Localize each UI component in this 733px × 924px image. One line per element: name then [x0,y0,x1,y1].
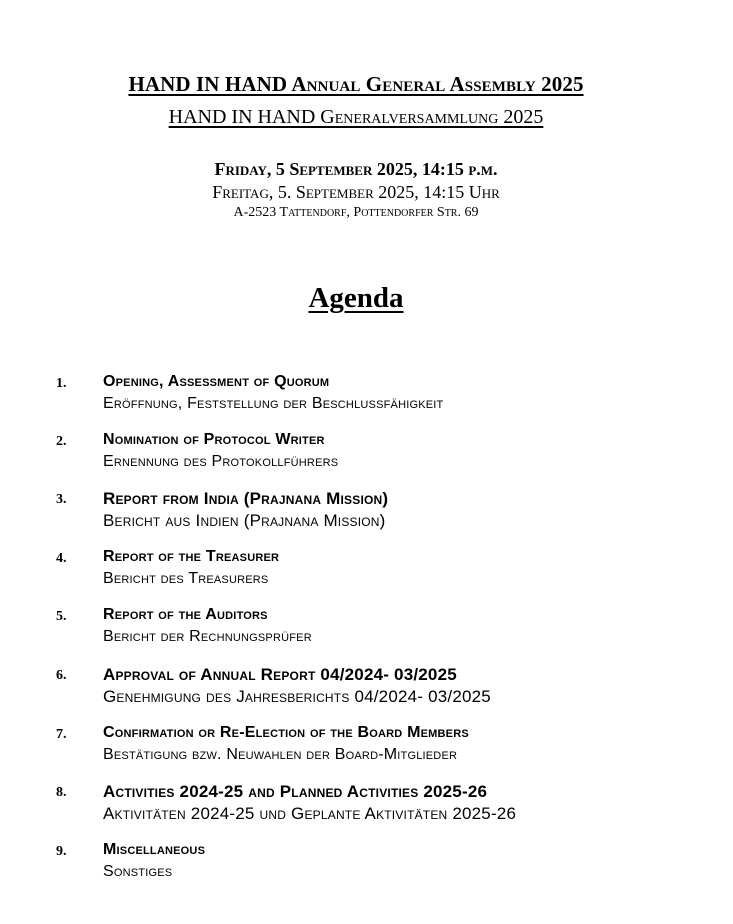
item-number: 6. [56,668,67,683]
item-number: 9. [56,844,67,859]
item-title-german: Bericht der Rechnungsprüfer [103,628,312,645]
agenda-item [0,486,733,536]
item-title-english: Activities 2024-25 and Planned Activities 2025-26 [103,782,488,801]
item-title-german: Bestätigung bzw. Neuwahlen der Board-Mitglieder [103,746,458,763]
item-number: 3. [56,492,67,507]
item-title-english: Report from India (Prajnana Mission) [103,489,389,508]
item-title-german: Bericht des Treasurers [103,570,269,587]
item-title-english: Report of the Treasurer [103,548,280,565]
meeting-address: A-2523 Tattendorf, Pottendorfer Str. 69 [233,205,479,220]
item-title-english: Nomination of Protocol Writer [103,431,325,448]
agenda-item [0,721,733,771]
item-title-german: Aktivitäten 2024-25 und Geplante Aktivitäten 2025-26 [103,804,517,823]
item-title-english: Confirmation or Re-Election of the Board Members [103,724,469,741]
item-title-german: Ernennung des Protokollführers [103,453,339,470]
meeting-date-english: Friday, 5 September 2025, 14:15 p.m. [214,159,498,179]
agenda-item [0,428,733,478]
agenda-item [0,779,733,829]
item-number: 1. [56,376,67,391]
agenda-item [0,662,733,712]
item-number: 7. [56,727,67,742]
item-number: 4. [56,551,67,566]
item-number: 8. [56,785,67,800]
item-title-english: Report of the Auditors [103,606,268,623]
agenda-item [0,603,733,653]
item-title-german: Eröffnung, Feststellung der Beschlussfähigkeit [103,395,444,412]
item-title-english: Opening, Assessment of Quorum [103,373,330,390]
item-title-english: Approval of Annual Report 04/2024- 03/2025 [103,665,457,684]
item-number: 5. [56,609,67,624]
item-title-english: Miscellaneous [103,841,206,858]
item-title-german: Bericht aus Indien (Prajnana Mission) [103,511,386,530]
item-title-german: Genehmigung des Jahresberichts 04/2024- 03/2025 [103,687,491,706]
assembly-title-german: HAND IN HAND Generalversammlung 2025 [168,106,544,128]
item-number: 2. [56,434,67,449]
agenda-heading: Agenda [308,282,404,314]
agenda-item [0,370,733,420]
agenda-item [0,838,733,888]
agenda-item [0,545,733,595]
item-title-german: Sonstiges [103,863,173,880]
meeting-date-german: Freitag, 5. September 2025, 14:15 Uhr [212,182,500,202]
assembly-title-english: HAND IN HAND Annual General Assembly 2025 [128,72,584,96]
